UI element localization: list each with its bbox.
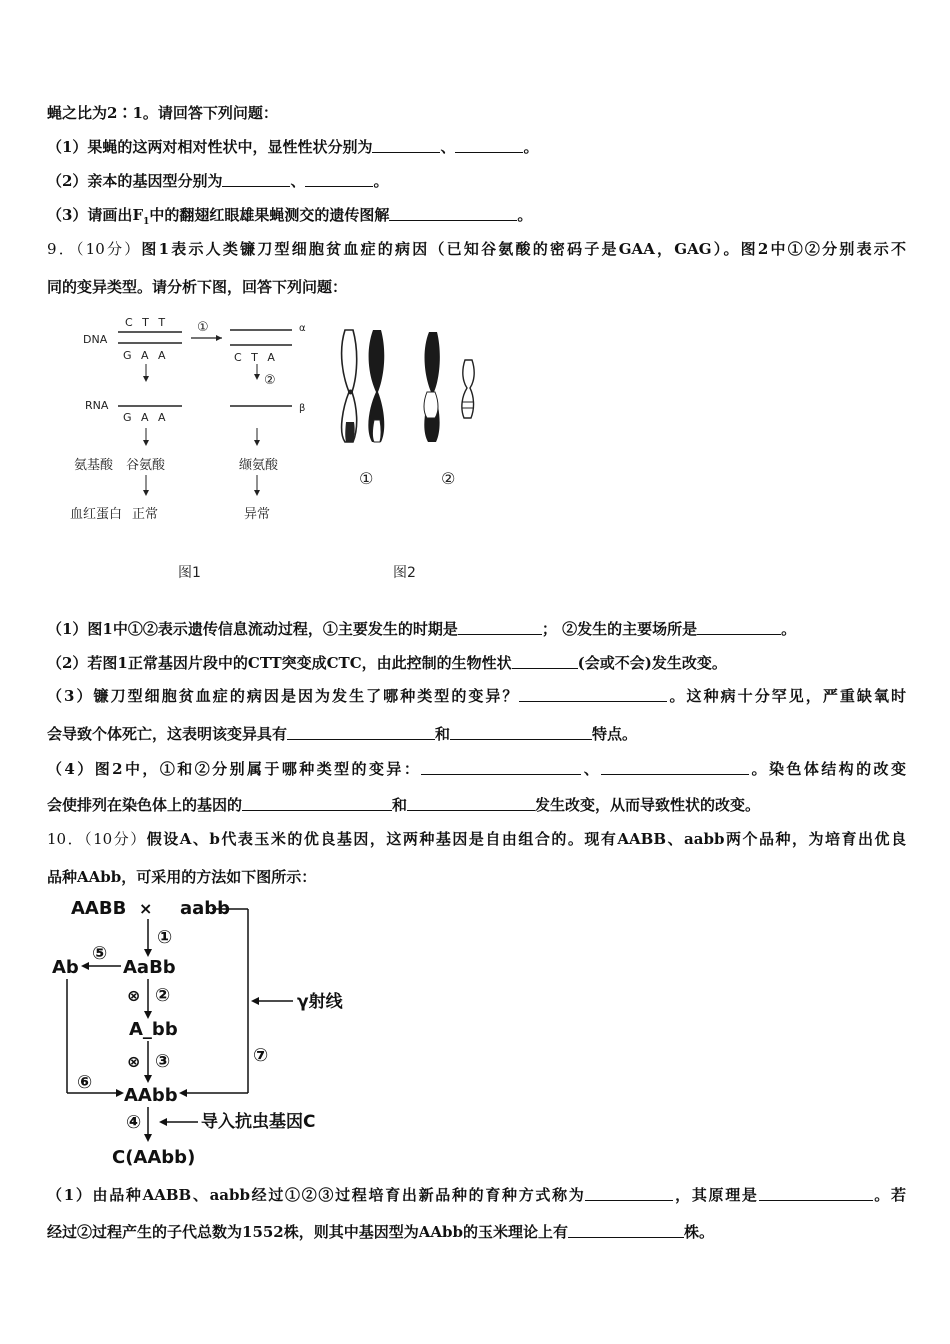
breeding-diagram xyxy=(45,895,365,1175)
step-4: ④ xyxy=(126,1112,142,1133)
step-7: ⑦ xyxy=(253,1045,269,1066)
final-product: C(AAbb) xyxy=(112,1147,196,1168)
blank[interactable] xyxy=(455,138,523,153)
valine-label: 缬氨酸 xyxy=(239,458,279,473)
q8-part2: （2）亲本的基因型分别为 、 。 xyxy=(47,172,389,190)
step-5: ⑤ xyxy=(92,943,108,964)
blank[interactable] xyxy=(458,620,542,635)
amino-acid-label: 氨基酸 xyxy=(74,458,114,473)
normal-label: 正常 xyxy=(132,507,159,522)
figure-2-label-1: ① xyxy=(359,469,374,488)
q8-part1: （1）果蝇的这两对相对性状中，显性性状分别为 、 。 xyxy=(47,138,539,156)
q9-sub4-line2: 会使排列在染色体上的基因的 和 发生改变，从而导致性状的改变。 xyxy=(47,796,761,814)
q8-intro: 蝇之比为2∶1。请回答下列问题： xyxy=(47,104,278,122)
q10-sub1-line1: （1）由品种AABB、aabb经过①②③过程培育出新品种的育种方式称为 ，其原理是 。若 xyxy=(47,1186,906,1204)
blank[interactable] xyxy=(450,725,592,740)
figure-1-caption: 图1 xyxy=(178,565,201,581)
chromosome-pair-1 xyxy=(342,330,385,442)
dna-label: DNA xyxy=(83,333,108,346)
q10-stem-line1: 10．（10分）假设A、b代表玉米的优良基因，这两种基因是自由组合的。现有AABB、aabb两个品种，为培育出优良 xyxy=(47,830,906,848)
blank[interactable] xyxy=(242,796,392,811)
blank[interactable] xyxy=(372,138,440,153)
q9-stem-line1: 9．（10分）图1表示人类镰刀型细胞贫血症的病因（已知谷氨酸的密码子是GAA，GAG）。图2中①②分别表示不 xyxy=(47,240,906,258)
figure-1-diagram xyxy=(70,312,320,592)
alpha-label: α xyxy=(299,323,306,334)
gamma-ray-label: γ射线 xyxy=(297,992,343,1012)
step-2-label: ② xyxy=(264,373,276,388)
blank[interactable] xyxy=(222,172,290,187)
dna-top-codon: C T T xyxy=(125,316,169,329)
q9-sub4-line1: （4）图2中，①和②分别属于哪种类型的变异： 、 。染色体结构的改变 xyxy=(47,760,906,778)
step-1: ① xyxy=(157,927,173,948)
selected-a-bb: A_bb xyxy=(129,1019,178,1040)
f1-hybrid: AaBb xyxy=(123,957,176,978)
blank[interactable] xyxy=(697,620,781,635)
mutant-codon: C T A xyxy=(234,351,278,364)
blank[interactable] xyxy=(759,1186,873,1201)
blank[interactable] xyxy=(568,1223,684,1238)
q9-sub1: （1）图1中①②表示遗传信息流动过程，①主要发生的时期是 ； ②发生的主要场所是 。 xyxy=(47,620,797,638)
insert-gene-label: 导入抗虫基因C xyxy=(201,1112,316,1132)
cross-symbol: × xyxy=(139,899,153,918)
parent-aabb-upper: AABB xyxy=(71,898,127,919)
blank[interactable] xyxy=(585,1186,673,1201)
target-aabb: AAbb xyxy=(124,1085,178,1106)
abnormal-label: 异常 xyxy=(244,507,271,522)
q10-sub1-line2: 经过②过程产生的子代总数为1552株，则其中基因型为AAbb的玉米理论上有 株。 xyxy=(47,1223,715,1241)
q9-sub3-line1: （3）镰刀型细胞贫血症的病因是因为发生了哪种类型的变异？ 。这种病十分罕见，严重缺氧时 xyxy=(47,687,906,705)
selfing-symbol-2: ⊗ xyxy=(127,1052,141,1071)
step-2: ② xyxy=(155,985,171,1006)
beta-label: β xyxy=(299,403,306,414)
figure-2-chromosomes xyxy=(325,322,495,592)
q9-stem-line2: 同的变异类型。请分析下图，回答下列问题： xyxy=(47,278,348,296)
step-1-label: ① xyxy=(197,320,209,335)
blank[interactable] xyxy=(305,172,373,187)
glutamate-label: 谷氨酸 xyxy=(126,458,166,473)
q9-sub2: （2）若图1正常基因片段中的CTT突变成CTC，由此控制的生物性状 (会或不会)发生改变。 xyxy=(47,654,727,672)
rna-label: RNA xyxy=(85,399,109,412)
rna-codon: G A A xyxy=(123,411,169,424)
figure-2-caption: 图2 xyxy=(393,565,416,581)
blank[interactable] xyxy=(407,796,535,811)
blank[interactable] xyxy=(287,725,435,740)
selfing-symbol-1: ⊗ xyxy=(127,986,141,1005)
step-3: ③ xyxy=(155,1051,171,1072)
q8-part3: （3）请画出$F_1$中的翻翅红眼雄果蝇测交的遗传图解 。 xyxy=(47,206,533,227)
dna-bottom-codon: G A A xyxy=(123,349,169,362)
hemoglobin-label: 血红蛋白 xyxy=(70,507,123,522)
haploid-ab: Ab xyxy=(52,957,79,978)
chromosome-pair-2 xyxy=(424,332,474,442)
parent-aabb-lower: aabb xyxy=(180,898,231,919)
figure-2-label-2: ② xyxy=(441,469,456,488)
step-6: ⑥ xyxy=(77,1072,93,1093)
blank[interactable] xyxy=(512,654,578,669)
blank[interactable] xyxy=(421,760,581,775)
blank[interactable] xyxy=(519,687,667,702)
blank[interactable] xyxy=(601,760,749,775)
q10-stem-line2: 品种AAbb，可采用的方法如下图所示： xyxy=(47,868,317,886)
q9-sub3-line2: 会导致个体死亡，这表明该变异具有 和 特点。 xyxy=(47,725,638,743)
blank[interactable] xyxy=(389,206,517,221)
